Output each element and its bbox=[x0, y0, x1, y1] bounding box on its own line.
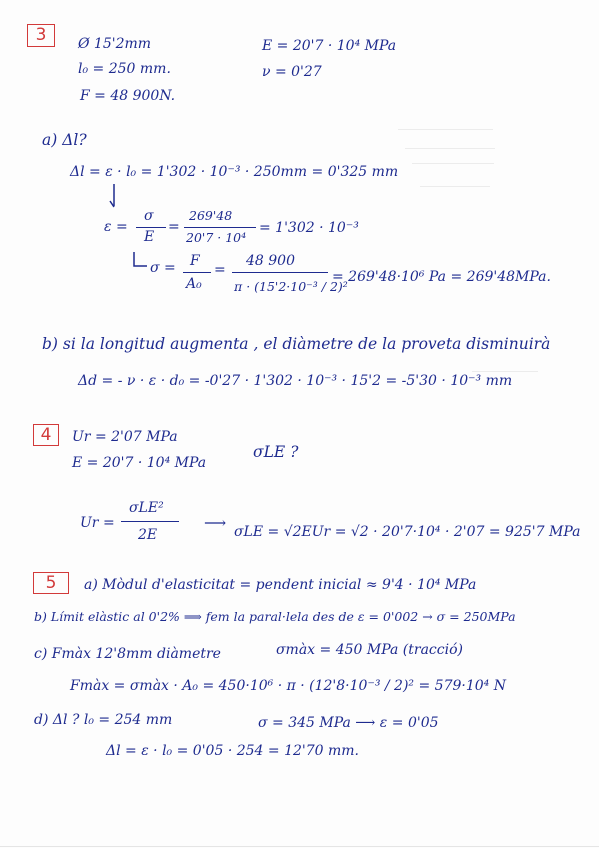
p3-force: F = 48 900N. bbox=[80, 88, 176, 104]
p3-sig-den: A₀ bbox=[186, 276, 202, 292]
p4-ur: Ur = 2'07 MPa bbox=[72, 429, 178, 445]
p3-sig-result: = 269'48·10⁶ Pa = 269'48MPa. bbox=[332, 269, 551, 285]
p3-eps-num2: 269'48 bbox=[189, 208, 233, 223]
p3-modulus: E = 20'7 · 10⁴ MPa bbox=[262, 38, 397, 54]
p3-eps-lhs: ε = bbox=[104, 219, 128, 235]
p4-ur-num: σLE² bbox=[129, 500, 164, 516]
fraction-bar bbox=[121, 521, 179, 522]
p3-diameter: Ø 15'2mm bbox=[78, 36, 152, 52]
p5-a: a) Mòdul d'elasticitat = pendent inicial ≈ 9'4 · 10⁴ MPa bbox=[84, 577, 477, 593]
p4-question: σLE ? bbox=[253, 443, 299, 461]
p4-ur-den: 2E bbox=[138, 527, 158, 543]
page-bottom-edge bbox=[0, 846, 599, 847]
p3-length: l₀ = 250 mm. bbox=[78, 61, 171, 77]
p3-sig-den2: π · (15'2·10⁻³ / 2)² bbox=[234, 279, 348, 294]
p4-sigma-le: σLE = √2EUr = √2 · 20'7·10⁴ · 2'07 = 925'7 MPa bbox=[234, 524, 581, 540]
p3-sig-lhs: σ = bbox=[150, 260, 176, 276]
problem-4-number: 4 bbox=[33, 424, 59, 446]
p5-d-sigma: σ = 345 MPa ⟶ ε = 0'05 bbox=[258, 715, 439, 731]
bleed-through-line bbox=[405, 148, 495, 149]
p3-poisson: ν = 0'27 bbox=[262, 64, 322, 80]
p3-sig-num: F bbox=[190, 253, 200, 269]
fraction-bar bbox=[184, 227, 256, 228]
p3-eps-num: σ bbox=[144, 208, 154, 224]
bleed-through-line bbox=[420, 186, 490, 187]
p3-a-line1: Δl = ε · l₀ = 1'302 · 10⁻³ · 250mm = 0'325 mm bbox=[70, 164, 399, 180]
bleed-through-line bbox=[398, 129, 493, 130]
bleed-through-line bbox=[472, 371, 538, 372]
p5-d-heading: d) Δl ? l₀ = 254 mm bbox=[34, 712, 173, 728]
p5-c-heading: c) Fmàx 12'8mm diàmetre bbox=[34, 646, 221, 662]
p4-ur-lhs: Ur = bbox=[80, 515, 115, 531]
p5-b: b) Límit elàstic al 0'2% ⟹ fem la paral·lela des de ε = 0'002 → σ = 250MPa bbox=[34, 609, 516, 624]
fraction-bar bbox=[136, 227, 166, 228]
p3-eps-equals: = bbox=[168, 219, 180, 235]
p3-b-text: b) si la longitud augmenta , el diàmetre de la proveta disminuirà bbox=[42, 335, 551, 353]
fraction-bar bbox=[232, 272, 328, 273]
p3-eps-den: E bbox=[144, 229, 155, 245]
p4-modulus: E = 20'7 · 10⁴ MPa bbox=[72, 455, 207, 471]
problem-3-number: 3 bbox=[27, 24, 55, 47]
p4-arrow: ⟶ bbox=[204, 514, 227, 532]
p3-sig-equals: = bbox=[214, 262, 226, 278]
p3-sig-num2: 48 900 bbox=[246, 253, 295, 269]
p3-b-line: Δd = - ν · ε · d₀ = -0'27 · 1'302 · 10⁻³ · 15'2 = -5'30 · 10⁻³ mm bbox=[78, 373, 513, 389]
p3-eps-den2: 20'7 · 10⁴ bbox=[186, 230, 247, 245]
fraction-bar bbox=[183, 272, 211, 273]
branch-arrow-icon bbox=[128, 250, 150, 272]
down-arrow-icon bbox=[105, 180, 125, 212]
bleed-through-line bbox=[412, 163, 494, 164]
p5-c-force: Fmàx = σmàx · A₀ = 450·10⁶ · π · (12'8·10⁻³ / 2)² = 579·10⁴ N bbox=[70, 678, 506, 694]
problem-5-number: 5 bbox=[33, 572, 69, 594]
p5-d-line: Δl = ε · l₀ = 0'05 · 254 = 12'70 mm. bbox=[106, 743, 360, 759]
p5-c-sigma-max: σmàx = 450 MPa (tracció) bbox=[276, 642, 463, 658]
p3-a-heading: a) Δl? bbox=[42, 131, 87, 149]
p3-eps-result: = 1'302 · 10⁻³ bbox=[259, 220, 359, 236]
